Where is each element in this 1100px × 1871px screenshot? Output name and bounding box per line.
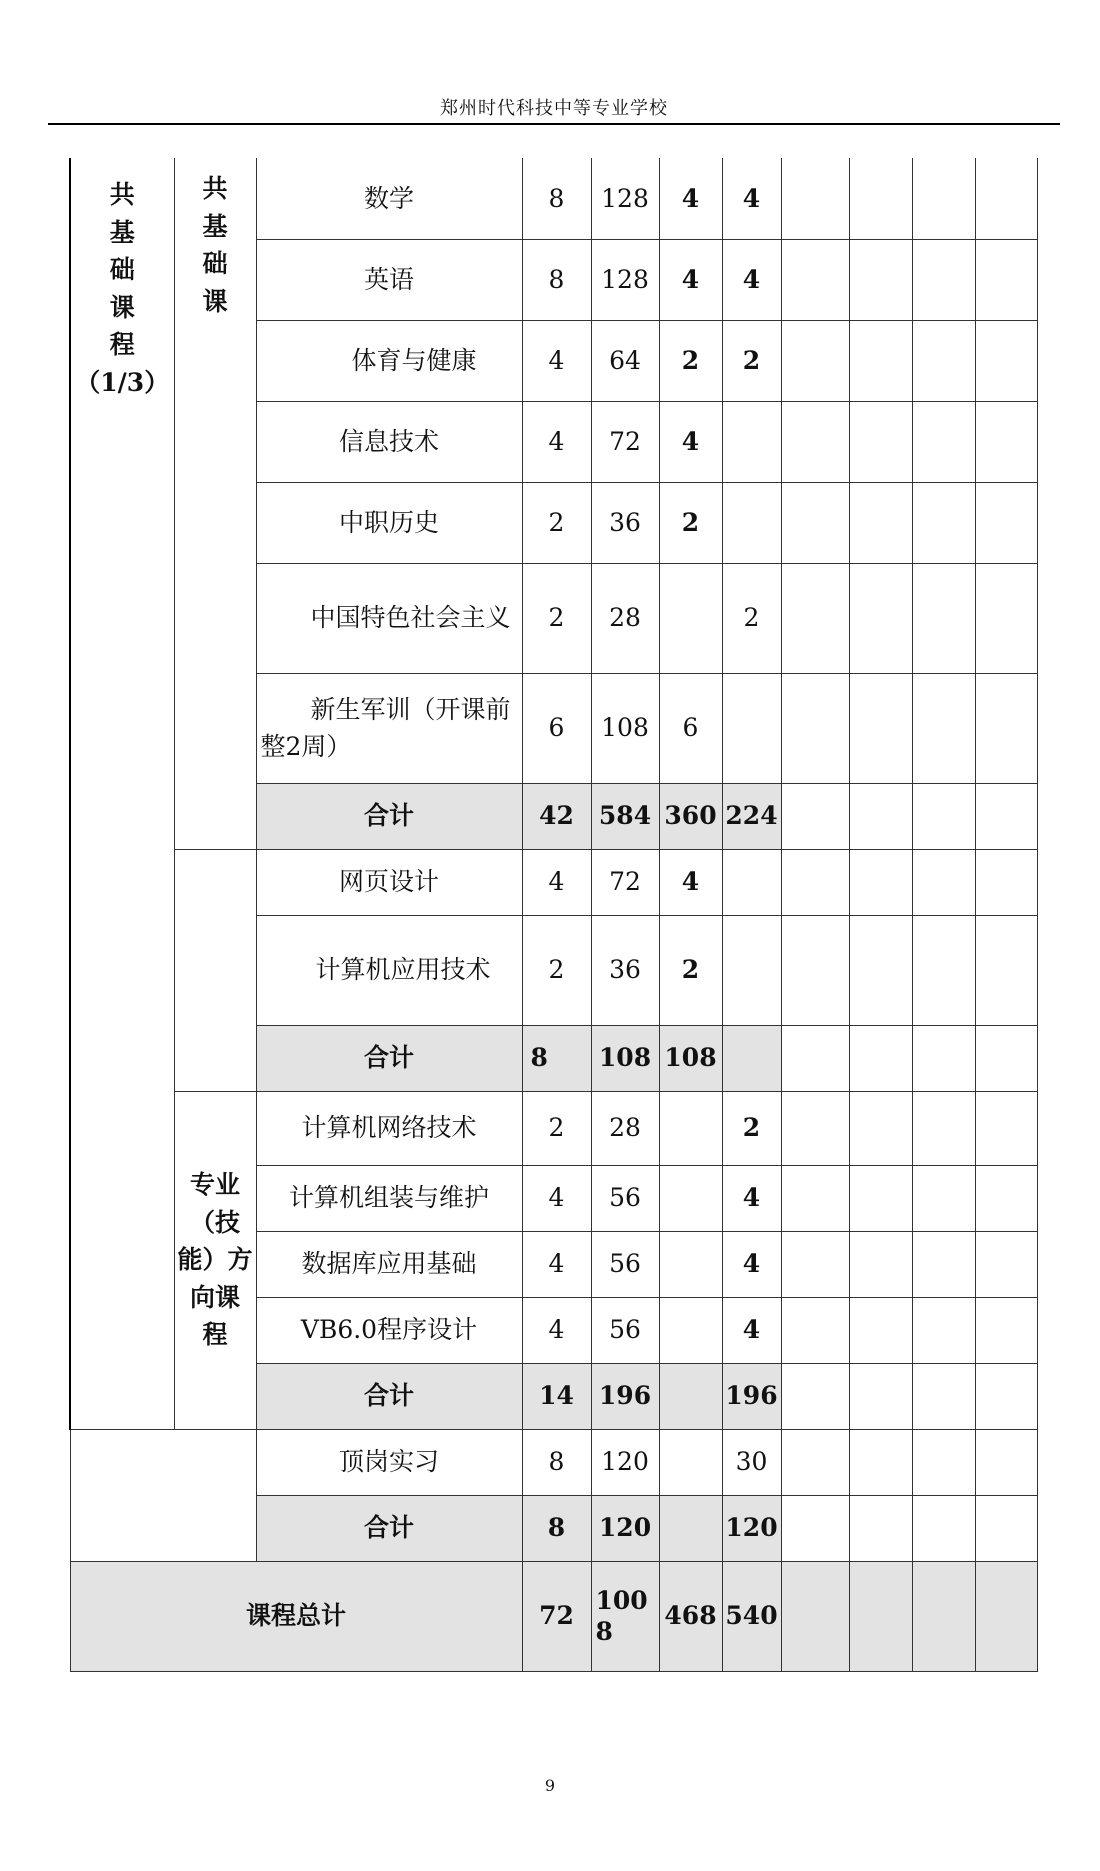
empty-cell (912, 1165, 975, 1231)
empty-cell (781, 1165, 849, 1231)
empty-cell (912, 1297, 975, 1363)
semester-1-hours: 6 (659, 673, 722, 783)
empty-cell (781, 482, 849, 563)
empty-cell (849, 849, 912, 915)
course-credits: 8 (522, 239, 591, 320)
course-name: 中国特色社会主义 (256, 563, 522, 673)
semester-2-hours: 2 (722, 320, 781, 401)
empty-cell (781, 1363, 849, 1429)
semester-2-hours: 4 (722, 1165, 781, 1231)
empty-cell (975, 401, 1037, 482)
empty-cell (781, 673, 849, 783)
empty-cell (912, 401, 975, 482)
subtotal-semester-1 (659, 1495, 722, 1561)
table-row (70, 1091, 1037, 1165)
empty-cell (849, 320, 912, 401)
empty-cell (849, 482, 912, 563)
table-row (70, 158, 1037, 239)
table-row (70, 849, 1037, 915)
empty-cell (975, 1429, 1037, 1495)
course-name: 数学 (256, 158, 522, 239)
empty-cell (975, 673, 1037, 783)
empty-cell (975, 1231, 1037, 1297)
course-credits: 4 (522, 1297, 591, 1363)
empty-cell (849, 1231, 912, 1297)
empty-cell (975, 482, 1037, 563)
empty-cell (912, 320, 975, 401)
empty-cell (849, 915, 912, 1025)
empty-cell (912, 482, 975, 563)
empty-cell (912, 1561, 975, 1671)
semester-2-hours: 2 (722, 563, 781, 673)
empty-cell (975, 915, 1037, 1025)
empty-cell (849, 1363, 912, 1429)
empty-cell (781, 1025, 849, 1091)
course-hours: 56 (591, 1165, 659, 1231)
course-name: 数据库应用基础 (256, 1231, 522, 1297)
course-hours: 28 (591, 1091, 659, 1165)
course-credits: 4 (522, 320, 591, 401)
course-credits: 4 (522, 1231, 591, 1297)
course-credits: 6 (522, 673, 591, 783)
empty-cell (975, 1495, 1037, 1561)
course-name: 中职历史 (256, 482, 522, 563)
empty-cell (781, 1429, 849, 1495)
semester-2-hours (722, 482, 781, 563)
empty-cell (849, 1297, 912, 1363)
empty-cell (912, 239, 975, 320)
empty-cell (849, 1429, 912, 1495)
grand-total-row (70, 1561, 1037, 1671)
course-name: 计算机组装与维护 (256, 1165, 522, 1231)
empty-cell (781, 239, 849, 320)
curriculum-table (69, 158, 1038, 1672)
semester-1-hours: 2 (659, 320, 722, 401)
empty-cell (975, 320, 1037, 401)
empty-cell (781, 1297, 849, 1363)
subtotal-hours: 196 (591, 1363, 659, 1429)
semester-1-hours (659, 1091, 722, 1165)
empty-cell (975, 849, 1037, 915)
grand-total-label: 课程总计 (70, 1561, 522, 1671)
semester-2-hours (722, 915, 781, 1025)
course-hours: 36 (591, 915, 659, 1025)
course-name: 顶岗实习 (256, 1429, 522, 1495)
course-credits: 2 (522, 482, 591, 563)
course-hours: 108 (591, 673, 659, 783)
subcategory-cell-major: 专业 （技 能）方 向课 程 (174, 1091, 256, 1429)
semester-2-hours: 2 (722, 1091, 781, 1165)
empty-cell (912, 915, 975, 1025)
course-hours: 64 (591, 320, 659, 401)
semester-2-hours: 4 (722, 1297, 781, 1363)
course-name: 体育与健康 (256, 320, 522, 401)
grand-total-semester-2: 540 (722, 1561, 781, 1671)
semester-2-hours: 4 (722, 239, 781, 320)
category-cell-empty (70, 1429, 256, 1561)
subtotal-label: 合计 (256, 1495, 522, 1561)
table-row (70, 1429, 1037, 1495)
empty-cell (849, 158, 912, 239)
empty-cell (849, 1025, 912, 1091)
semester-1-hours: 2 (659, 915, 722, 1025)
semester-1-hours: 4 (659, 158, 722, 239)
subtotal-credits: 8 (522, 1495, 591, 1561)
course-hours: 128 (591, 239, 659, 320)
grand-total-hours: 1008 (591, 1561, 659, 1671)
subtotal-hours: 584 (591, 783, 659, 849)
empty-cell (975, 1165, 1037, 1231)
semester-1-hours (659, 1165, 722, 1231)
subtotal-semester-2 (722, 1025, 781, 1091)
semester-1-hours: 4 (659, 849, 722, 915)
course-credits: 8 (522, 158, 591, 239)
subtotal-credits: 8 (522, 1025, 591, 1091)
semester-1-hours (659, 563, 722, 673)
empty-cell (781, 320, 849, 401)
empty-cell (781, 1231, 849, 1297)
course-hours: 56 (591, 1231, 659, 1297)
empty-cell (781, 563, 849, 673)
empty-cell (975, 1025, 1037, 1091)
empty-cell (975, 1561, 1037, 1671)
subcategory-cell-common-courses: 共 基 础 课 (174, 158, 256, 849)
grand-total-credits: 72 (522, 1561, 591, 1671)
subtotal-credits: 42 (522, 783, 591, 849)
course-credits: 2 (522, 915, 591, 1025)
empty-cell (849, 401, 912, 482)
semester-1-hours: 2 (659, 482, 722, 563)
semester-2-hours (722, 401, 781, 482)
course-hours: 128 (591, 158, 659, 239)
subtotal-semester-1: 360 (659, 783, 722, 849)
semester-1-hours (659, 1297, 722, 1363)
empty-cell (912, 158, 975, 239)
course-credits: 2 (522, 563, 591, 673)
subtotal-hours: 108 (591, 1025, 659, 1091)
empty-cell (849, 563, 912, 673)
subtotal-label: 合计 (256, 1025, 522, 1091)
empty-cell (849, 1165, 912, 1231)
course-name: 计算机网络技术 (256, 1091, 522, 1165)
empty-cell (912, 1231, 975, 1297)
page-header-title: 郑州时代科技中等专业学校 (440, 98, 668, 119)
semester-1-hours: 4 (659, 239, 722, 320)
empty-cell (912, 563, 975, 673)
empty-cell (781, 1495, 849, 1561)
semester-2-hours: 4 (722, 158, 781, 239)
empty-cell (849, 1561, 912, 1671)
course-name: VB6.0程序设计 (256, 1297, 522, 1363)
course-credits: 4 (522, 1165, 591, 1231)
empty-cell (781, 1561, 849, 1671)
empty-cell (849, 673, 912, 783)
subcategory-cell-empty (174, 849, 256, 1091)
empty-cell (975, 563, 1037, 673)
empty-cell (849, 1495, 912, 1561)
course-hours: 72 (591, 849, 659, 915)
course-credits: 4 (522, 401, 591, 482)
empty-cell (912, 1429, 975, 1495)
course-name: 网页设计 (256, 849, 522, 915)
empty-cell (912, 849, 975, 915)
subtotal-semester-1 (659, 1363, 722, 1429)
subtotal-label: 合计 (256, 1363, 522, 1429)
course-credits: 4 (522, 849, 591, 915)
empty-cell (912, 783, 975, 849)
semester-2-hours (722, 673, 781, 783)
empty-cell (975, 239, 1037, 320)
empty-cell (781, 783, 849, 849)
empty-cell (975, 1091, 1037, 1165)
course-credits: 8 (522, 1429, 591, 1495)
empty-cell (849, 239, 912, 320)
semester-1-hours (659, 1429, 722, 1495)
empty-cell (975, 158, 1037, 239)
semester-2-hours: 30 (722, 1429, 781, 1495)
empty-cell (849, 1091, 912, 1165)
empty-cell (912, 673, 975, 783)
category-cell-common-foundation: 共 基 础 课 程 （1/3） (70, 158, 174, 1429)
empty-cell (975, 1297, 1037, 1363)
course-hours: 56 (591, 1297, 659, 1363)
course-credits: 2 (522, 1091, 591, 1165)
semester-2-hours (722, 849, 781, 915)
subtotal-semester-2: 120 (722, 1495, 781, 1561)
empty-cell (912, 1025, 975, 1091)
semester-2-hours: 4 (722, 1231, 781, 1297)
empty-cell (781, 401, 849, 482)
empty-cell (912, 1091, 975, 1165)
course-hours: 120 (591, 1429, 659, 1495)
empty-cell (975, 783, 1037, 849)
semester-1-hours: 4 (659, 401, 722, 482)
subtotal-hours: 120 (591, 1495, 659, 1561)
empty-cell (781, 1091, 849, 1165)
grand-total-semester-1: 468 (659, 1561, 722, 1671)
course-hours: 72 (591, 401, 659, 482)
subtotal-semester-1: 108 (659, 1025, 722, 1091)
header-rule (48, 123, 1060, 125)
empty-cell (781, 915, 849, 1025)
subtotal-credits: 14 (522, 1363, 591, 1429)
page-number: 9 (544, 1776, 556, 1795)
subtotal-label: 合计 (256, 783, 522, 849)
course-hours: 36 (591, 482, 659, 563)
subtotal-semester-2: 224 (722, 783, 781, 849)
course-hours: 28 (591, 563, 659, 673)
empty-cell (975, 1363, 1037, 1429)
course-name: 信息技术 (256, 401, 522, 482)
semester-1-hours (659, 1231, 722, 1297)
empty-cell (781, 158, 849, 239)
empty-cell (912, 1363, 975, 1429)
course-name: 新生军训（开课前整2周） (256, 673, 522, 783)
empty-cell (912, 1495, 975, 1561)
subtotal-semester-2: 196 (722, 1363, 781, 1429)
empty-cell (781, 849, 849, 915)
course-name: 计算机应用技术 (256, 915, 522, 1025)
empty-cell (849, 783, 912, 849)
course-name: 英语 (256, 239, 522, 320)
